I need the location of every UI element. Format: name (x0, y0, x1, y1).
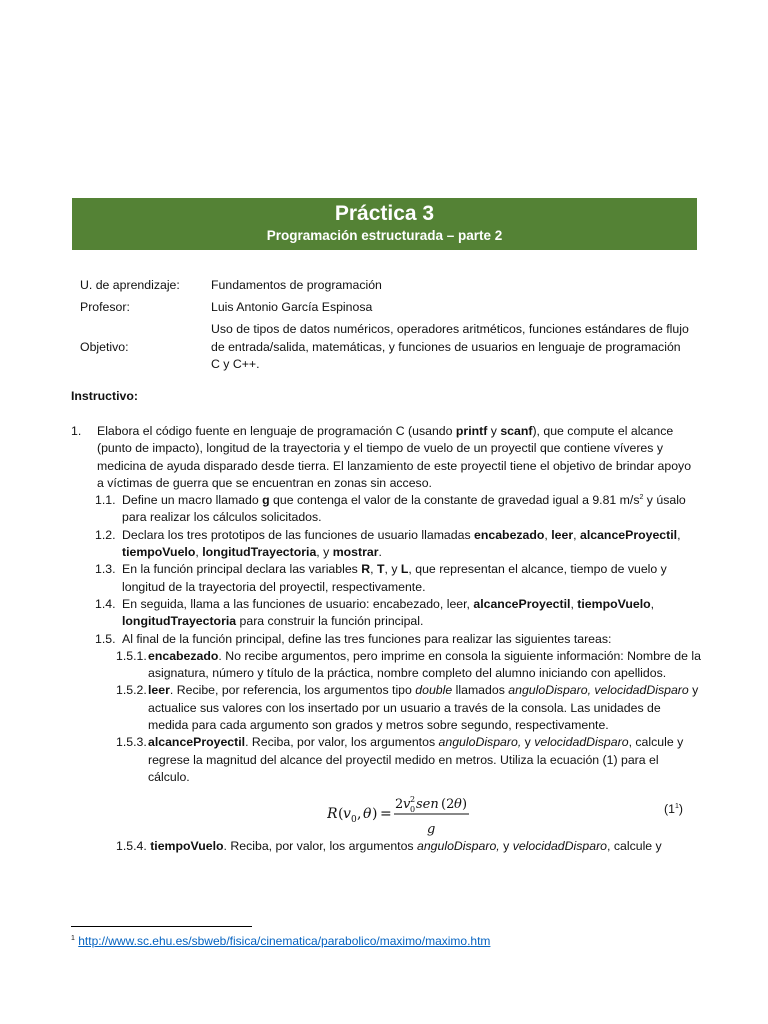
text-run: velocidadDisparo (512, 839, 608, 854)
text-run: alcanceProyectil (148, 735, 246, 750)
text-run: Declara los tres prototipos de las funciones de usuario llamadas (122, 527, 475, 542)
info-value: Fundamentos de programación (211, 278, 382, 292)
text-run: y (521, 735, 535, 750)
list-item-1-5-1 (71, 648, 701, 683)
text-run: printf (455, 424, 488, 438)
text-run: leer (148, 683, 170, 698)
svg-text:θ: θ (363, 806, 372, 823)
text-run: leer (551, 527, 574, 542)
list-item-1-5 (71, 631, 701, 648)
text-run: T (376, 562, 385, 577)
text-run: . Reciba, por valor, los argumentos (223, 839, 417, 854)
text-run: tiempoVuelo (150, 839, 224, 854)
svg-text:θ: θ (454, 797, 462, 813)
text-run: que contenga el valor de la constante de gravedad igual a 9.81 m/s (269, 493, 640, 508)
footnote (71, 933, 490, 949)
text-run: scanf (500, 424, 533, 438)
list-item-1-1 (71, 492, 701, 527)
item-number: 1. (71, 424, 82, 438)
text-run: . No recibe argumentos, pero imprime en consola la siguiente información: Nombre de la asignatura, número y título de la práctica, nombre completo del alumno iniciando con apellidos. (148, 648, 701, 681)
item-text (122, 596, 701, 631)
text-run: anguloDisparo, (416, 839, 500, 854)
text-run: mostrar (332, 545, 379, 560)
svg-text:(: ( (338, 806, 344, 823)
text-run: encabezado (148, 648, 219, 663)
svg-text:v: v (403, 797, 411, 813)
footnote-mark: 1 (71, 935, 75, 942)
svg-text:2: 2 (395, 797, 404, 813)
item-text (148, 734, 701, 786)
item-number: 1.3. (95, 562, 116, 577)
item-number: 1.5.2. (116, 683, 147, 698)
text-run: , (650, 596, 655, 611)
list-item-1-3 (71, 561, 701, 596)
item-number: 1.5.3. (116, 735, 147, 750)
text-run: longitudTrayectoria (122, 614, 237, 629)
info-value: Uso de tipos de datos numéricos, operadores aritméticos, funciones estándares de flujo de entrada/salida, matemáticas, y funciones de usuarios en lenguaje de programación C y C++. (211, 322, 689, 371)
text-run: velocidadDisparo (534, 735, 629, 750)
text-run: Define un macro llamado (122, 493, 263, 508)
text-run: y (499, 839, 513, 854)
text-run: y úsalo para realizar los cálculos solicitados. (122, 493, 686, 525)
item-text (97, 423, 701, 492)
text-run: double (415, 683, 453, 698)
title-banner (72, 198, 697, 250)
text-run: alcanceProyectil (580, 527, 678, 542)
text-run: , (570, 596, 578, 611)
item-number: 1.5. (95, 631, 116, 646)
svg-text:=: = (380, 806, 392, 823)
text-run: y (487, 424, 501, 438)
text-run: , que representan el alcance, tiempo de vuelo y longitud de la trayectoria del proyectil, respectivamente. (122, 562, 667, 594)
text-run: , (677, 527, 681, 542)
svg-text:sen: sen (416, 797, 439, 813)
svg-text:): ) (372, 806, 378, 823)
text-run: anguloDisparo, (438, 735, 522, 750)
footnote-link[interactable]: http://www.sc.ehu.es/sbweb/fisica/cinematica/parabolico/maximo/maximo.htm (78, 934, 491, 948)
footnote-separator (71, 926, 252, 927)
text-run: , (544, 527, 552, 542)
list-item-1-5-4 (71, 838, 701, 855)
instruction-list (71, 423, 701, 786)
info-value: Luis Antonio García Espinosa (211, 300, 373, 314)
text-run: Elabora el código fuente en lenguaje de programación C (usando (97, 424, 456, 438)
text-run: , calcule y regrese la magnitud del alcance del proyectil medido en metros. Utiliza la ecuación (1) para el cálculo. (148, 735, 684, 784)
item-text (148, 682, 701, 734)
item-text (122, 631, 701, 648)
item-text (122, 561, 701, 596)
item-number: 1.4. (95, 596, 116, 611)
item-text (122, 492, 701, 527)
item-number: 1.1. (95, 493, 116, 508)
svg-text:2: 2 (410, 795, 416, 805)
text-run: R (361, 562, 371, 577)
text-run: Al final de la función principal, define las tres funciones para realizar las siguientes tareas: (122, 631, 612, 646)
text-run: . Reciba, por valor, los argumentos (245, 735, 439, 750)
range-equation (71, 788, 701, 840)
text-run: tiempoVuelo (577, 596, 651, 611)
text-run: para construir la función principal. (236, 614, 424, 629)
svg-text:0: 0 (351, 815, 357, 826)
equation-number: $(1^1)$ (664, 802, 683, 817)
item-text (147, 839, 662, 853)
item-text (122, 527, 701, 562)
svg-text:,: , (357, 806, 362, 823)
instructions-heading: Instructivo: (71, 389, 138, 403)
list-item-1 (71, 423, 701, 492)
text-run: En seguida, llama a las funciones de usuario: encabezado, leer, (122, 596, 474, 611)
text-run: alcanceProyectil (473, 596, 571, 611)
practice-subtitle: Programación estructurada – parte 2 (266, 228, 503, 243)
list-item-1-5-3 (71, 734, 701, 786)
text-run: anguloDisparo, velocidadDisparo (508, 683, 689, 698)
text-run: . (378, 545, 382, 560)
item-number: 1.2. (95, 527, 116, 542)
list-item-1-5-2 (71, 682, 701, 734)
info-row-objective (80, 321, 690, 374)
text-run: ), que compute el alcance (punto de impacto), longitud de la trayectoria y el tiempo de vuelo de un proyectil que contiene víveres y medicina de ayuda disparado desde tierra. El lanzamiento de este proyectil tiene el objetivo de brindar apoyo a víctimas de guerra que se encuentran en zonas sin acceso. (97, 424, 692, 490)
text-run: En la función principal declara las variables (122, 562, 362, 577)
svg-text:g: g (427, 822, 436, 838)
item-text (148, 648, 701, 683)
text-run: g (262, 493, 270, 508)
text-run: , calcule y (607, 839, 662, 854)
text-run: encabezado (474, 527, 545, 542)
item-number: 1.5.1. (116, 648, 147, 663)
text-run: 2 (639, 494, 644, 502)
text-run: y actualice sus valores con los insertado por un usuario a través de la consola. Las unidades de medida para cada argumento son grados y metros sobre segundo, respectivamente. (148, 683, 699, 733)
text-run: , y (384, 562, 401, 577)
text-run: . Recibe, por referencia, los argumentos tipo (169, 683, 416, 698)
info-label: Profesor: (80, 300, 130, 314)
list-item-1-2 (71, 527, 701, 562)
list-item-1-4 (71, 596, 701, 631)
info-row-unit (80, 277, 690, 295)
info-label: Objetivo: (80, 339, 129, 354)
svg-text:R: R (327, 806, 338, 823)
text-run: L (400, 562, 409, 577)
svg-text:0: 0 (410, 805, 416, 815)
practice-title: Práctica 3 (334, 202, 435, 225)
text-run: longitudTrayectoria (202, 545, 317, 560)
instructions-body (71, 423, 701, 856)
text-run: , (195, 545, 203, 560)
svg-text:(2: (2 (441, 797, 455, 813)
course-info-table (80, 277, 690, 378)
text-run: tiempoVuelo (122, 545, 196, 560)
info-row-professor (80, 299, 690, 317)
svg-text:): ) (462, 797, 468, 813)
text-run: llamados (452, 683, 509, 698)
equation-formula (327, 788, 477, 840)
info-label: U. de aprendizaje: (80, 278, 180, 292)
text-run: , (370, 562, 377, 577)
text-run: , y (316, 545, 333, 560)
svg-text:v: v (343, 806, 351, 823)
item-number: 1.5.4. (116, 839, 147, 854)
text-run: , (573, 527, 580, 542)
